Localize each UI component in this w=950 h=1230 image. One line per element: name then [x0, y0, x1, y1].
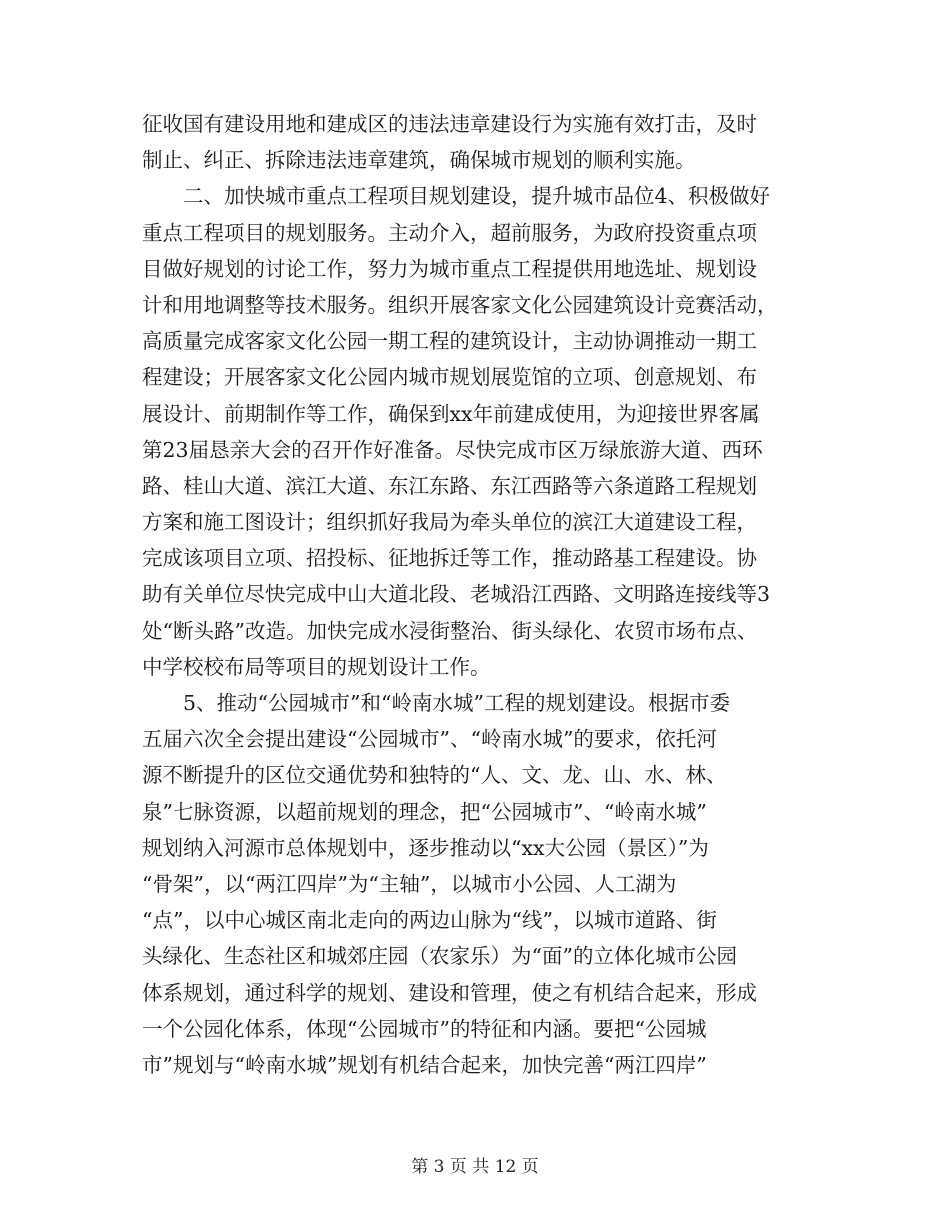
text-line: 程建设；开展客家文化公园内城市规划展览馆的立项、创意规划、布 — [142, 365, 757, 390]
text-line: 二、加快城市重点工程项目规划建设，提升城市品位4、积极做好 — [183, 184, 771, 209]
text-line: 5、推动“公园城市”和“岭南水城”工程的规划建设。根据市委 — [183, 691, 730, 715]
text-line: 头绿化、生态社区和城郊庄园（农家乐）为“面”的立体化城市公园 — [142, 944, 737, 969]
text-line: 重点工程项目的规划服务。主动介入，超前服务，为政府投资重点项 — [142, 220, 757, 245]
text-line: 计和用地调整等技术服务。组织开展客家文化公园建筑设计竞赛活动， — [142, 292, 778, 317]
text-line: 展设计、前期制作等工作，确保到xx年前建成使用，为迎接世界客属 — [142, 401, 760, 426]
text-line: 方案和施工图设计；组织抓好我局为牵头单位的滨江大道建设工程， — [142, 510, 757, 535]
text-line: 完成该项目立项、招投标、征地拆迁等工作，推动路基工程建设。协 — [142, 546, 757, 571]
text-line: 体系规划，通过科学的规划、建设和管理，使之有机结合起来，形成 — [142, 980, 757, 1005]
text-line: 一个公园化体系，体现“公园城市”的特征和内涵。要把“公园城 — [142, 1016, 707, 1041]
text-line: 五届六次全会提出建设“公园城市”、“岭南水城”的要求，依托河 — [142, 727, 717, 752]
text-line: 泉”七脉资源，以超前规划的理念，把“公园城市”、“岭南水城” — [142, 799, 707, 824]
text-line: “点”，以中心城区南北走向的两边山脉为“线”，以城市道路、街 — [142, 908, 717, 933]
page-footer: 第 3 页 共 12 页 — [411, 1157, 539, 1177]
text-line: 制止、纠正、拆除违法违章建筑，确保城市规划的顺利实施。 — [142, 148, 696, 173]
text-line: 高质量完成客家文化公园一期工程的建筑设计，主动协调推动一期工 — [142, 329, 757, 354]
text-line: 征收国有建设用地和建成区的违法违章建设行为实施有效打击，及时 — [142, 112, 757, 136]
text-line: 中学校校布局等项目的规划设计工作。 — [142, 654, 491, 679]
text-line: “骨架”，以“两江四岸”为“主轴”，以城市小公园、人工湖为 — [142, 871, 677, 896]
document-body — [142, 106, 812, 1083]
text-line: 市”规划与“岭南水城”规划有机结合起来，加快完善“两江四岸” — [142, 1052, 707, 1077]
text-line: 第23届恳亲大会的召开作好准备。尽快完成市区万绿旅游大道、西环 — [142, 437, 763, 462]
text-line: 源不断提升的区位交通优势和独特的“人、文、龙、山、水、林、 — [142, 763, 727, 788]
text-line: 助有关单位尽快完成中山大道北段、老城沿江西路、文明路连接线等3 — [142, 582, 771, 607]
text-line: 处“断头路”改造。加快完成水浸街整治、街头绿化、农贸市场布点、 — [142, 618, 758, 643]
text-line: 路、桂山大道、滨江大道、东江东路、东江西路等六条道路工程规划 — [142, 473, 757, 498]
text-line: 目做好规划的讨论工作，努力为城市重点工程提供用地选址、规划设 — [142, 256, 757, 281]
text-line: 规划纳入河源市总体规划中，逐步推动以“xx大公园（景区）”为 — [142, 835, 709, 860]
